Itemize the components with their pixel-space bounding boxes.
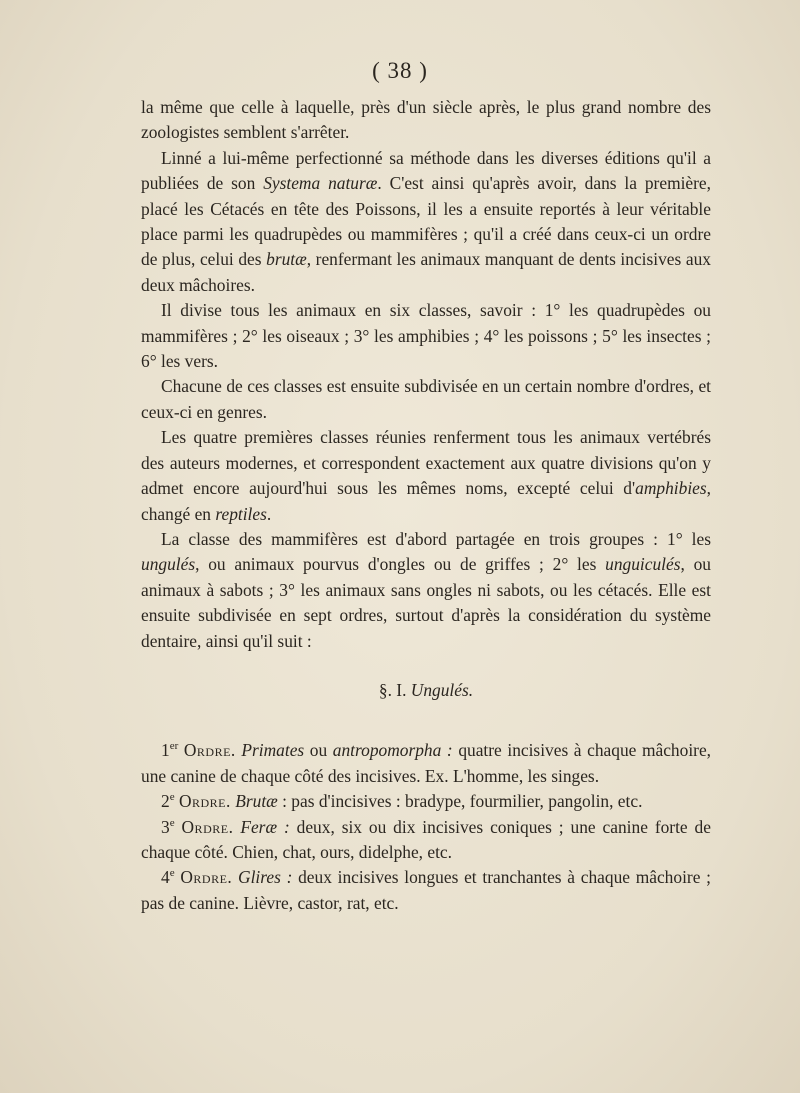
order-entry: 2e Ordre. Brutæ : pas d'incisives : bradype, fourmilier, pangolin, etc. [161,791,643,812]
section-heading: §. I. Ungulés. [378,679,474,700]
paragraph: Il divise tous les animaux en six classes, savoir : 1° les quadrupèdes ou mammifères ; 2° les oiseaux ; 3° les amphibies ; 4° les poissons ; 5° les insectes ; 6° les vers. [141,300,711,372]
body-text [141,95,711,916]
paragraph: Linné a lui-même perfectionné sa méthode dans les diverses éditions qu'il a publiées de son Systema naturæ. C'est ainsi qu'après avoir, dans la première, placé les Cétacés en tête des Poissons, il les a ensuite reportés à leur véritable place parmi les quadrupèdes ou mammifères ; qu'il a créé dans ceux-ci un ordre de plus, celui des brutæ, renfermant les animaux manquant de dents incisives aux deux mâchoires. [141,147,711,295]
order-entry: 1er Ordre. Primates ou antropomorpha : quatre incisives à chaque mâchoire, une canine de chaque côté des incisives. Ex. L'homme, les singes. [141,740,712,786]
order-list [141,738,711,916]
order-entry: 4e Ordre. Glires : deux incisives longues et tranchantes à chaque mâchoire ; pas de canine. Lièvre, castor, rat, etc. [141,867,711,913]
paragraph: la même que celle à laquelle, près d'un siècle après, le plus grand nombre des zoologistes semblent s'arrêter. [141,97,711,143]
paragraph: Chacune de ces classes est ensuite subdivisée en un certain nombre d'ordres, et ceux-ci en genres. [141,376,711,422]
order-entry: 3e Ordre. Feræ : deux, six ou dix incisives coniques ; une canine forte de chaque côté. Chien, chat, ours, didelphe, etc. [141,816,711,862]
paragraph: Les quatre premières classes réunies renferment tous les animaux vertébrés des auteurs modernes, et correspondent exactement aux quatre divisions qu'on y admet encore aujourd'hui sous les mêmes noms, excepté celui d'amphibies, changé en reptiles. [141,427,711,524]
paragraph: La classe des mammifères est d'abord partagée en trois groupes : 1° les ungulés, ou animaux pourvus d'ongles ou de griffes ; 2° les unguiculés, ou animaux à sabots ; 3° les animaux sans ongles ni sabots, ou les cétacés. Elle est ensuite subdivisée en sept ordres, surtout d'après la considération du système dentaire, ainsi qu'il suit : [141,528,712,651]
paragraph-list [141,95,711,654]
page-number: ( 38 ) [372,58,428,83]
